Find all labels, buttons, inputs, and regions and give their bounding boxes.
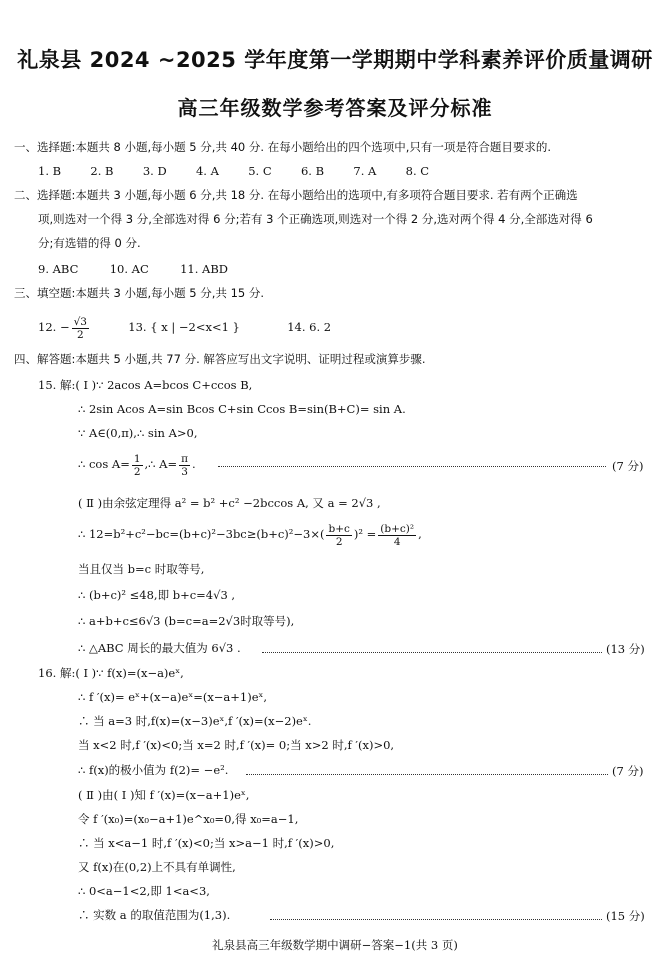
answer-9: 9. ABC — [38, 262, 79, 276]
q15-line-7: 当且仅当 b=c 时取等号, — [78, 562, 205, 576]
q15-l4-f2-den: 3 — [181, 465, 188, 478]
q15-l6-fraction-1 — [326, 523, 351, 548]
q15-line-8: ∴ (b+c)² ≤48,即 b+c=4√3 , — [78, 588, 236, 602]
section-2-answers — [38, 262, 228, 276]
q16-score-1: (7 分) — [612, 764, 644, 778]
answer-10: 10. AC — [109, 262, 149, 276]
section-2-heading: 二、选择题:本题共 3 小题,每小题 6 分,共 18 分. 在每小题给出的选项中,有多项符合题目要求. 若有两个正确选 — [14, 188, 578, 202]
q15-l4-fraction-2 — [179, 453, 190, 478]
q15-l4-fraction-1 — [132, 453, 143, 478]
answer-12-sign: − — [59, 320, 70, 334]
answer-1: 1. B — [38, 164, 62, 178]
q15-line-3: ∵ A∈(0,π),∴ sin A>0, — [78, 426, 198, 440]
answer-2: 2. B — [90, 164, 114, 178]
document-title: 礼泉县 2024 ~2025 学年度第一学期期中学科素养评价质量调研 — [17, 48, 653, 72]
q15-l6-part-c: , — [418, 527, 422, 541]
answer-6: 6. B — [300, 164, 325, 178]
q15-leader-2 — [262, 652, 602, 653]
q15-l6-f2-num: (b+c)² — [380, 522, 415, 535]
section-2-heading-cont2: 分;有选错的得 0 分. — [38, 236, 141, 250]
section-3-answers — [38, 312, 331, 342]
section-1-heading: 一、选择题:本题共 8 小题,每小题 5 分,共 40 分. 在每小题给出的四个选项中,只有一项是符合题目要求的. — [14, 140, 552, 154]
q15-line-2: ∴ 2sin Acos A=sin Bcos C+sin Ccos B=sin(B+C)= sin A. — [78, 402, 406, 416]
q15-l4-part-a: ∴ cos A= — [78, 457, 130, 471]
q15-l6-part-b: )² = — [353, 527, 377, 541]
q16-line-9: 又 f(x)在(0,2)上不具有单调性, — [78, 860, 236, 874]
document-subtitle: 高三年级数学参考答案及评分标准 — [177, 96, 493, 120]
q16-line-1: 16. 解:( Ⅰ )∵ f(x)=(x−a)eˣ, — [38, 666, 184, 680]
q15-score-2: (13 分) — [606, 642, 645, 656]
q16-line-2: ∴ f ′(x)= eˣ+(x−a)eˣ=(x−a+1)eˣ, — [78, 690, 268, 704]
q15-line-10: ∴ △ABC 周长的最大值为 6√3 . — [78, 641, 241, 655]
q16-line-6: ( Ⅱ )由( Ⅰ )知 f ′(x)=(x−a+1)eˣ, — [78, 788, 250, 802]
q15-l4-part-c: . — [192, 457, 196, 471]
q15-score-1: (7 分) — [612, 459, 644, 473]
q15-l6-f1-num: b+c — [328, 522, 350, 535]
answer-11: 11. ABD — [180, 262, 229, 276]
answer-12-fraction — [72, 316, 89, 341]
q15-line-9: ∴ a+b+c≤6√3 (b=c=a=2√3时取等号), — [78, 614, 295, 628]
q15-line-4 — [78, 450, 196, 478]
section-3-heading: 三、填空题:本题共 3 小题,每小题 5 分,共 15 分. — [14, 286, 265, 300]
answer-4: 4. A — [195, 164, 219, 178]
q15-l4-f2-num: π — [181, 452, 189, 465]
q16-score-2: (15 分) — [606, 909, 645, 923]
q15-l6-fraction-2 — [378, 523, 416, 548]
q15-line-5: ( Ⅱ )由余弦定理得 a² = b² +c² −2bccos A, 又 a = 2√3 , — [78, 496, 381, 510]
answer-7: 7. A — [353, 164, 377, 178]
q15-l6-part-a: ∴ 12=b²+c²−bc=(b+c)²−3bc≥(b+c)²−3×( — [78, 527, 325, 541]
section-2-heading-cont: 项,则选对一个得 3 分,全部选对得 6 分;若有 3 个正确选项,则选对一个得 2 分,选对两个得 4 分,全部选对得 6 — [38, 212, 593, 226]
section-1-answers — [38, 164, 429, 178]
q15-l6-f1-den: 2 — [335, 535, 343, 548]
q16-leader-1 — [246, 774, 608, 775]
q16-line-3: ∴ 当 a=3 时,f(x)=(x−3)eˣ,f ′(x)=(x−2)eˣ. — [78, 714, 312, 728]
q16-leader-2 — [270, 919, 602, 920]
answer-12-label: 12. — [38, 320, 57, 334]
q16-line-10: ∴ 0<a−1<2,即 1<a<3, — [78, 884, 210, 898]
q16-line-5: ∴ f(x)的极小值为 f(2)= −e². — [78, 763, 229, 777]
answer-5: 5. C — [248, 164, 272, 178]
q16-line-11: ∴ 实数 a 的取值范围为(1,3). — [78, 908, 231, 922]
q15-l4-part-b: ,∴ A= — [144, 457, 178, 471]
q16-line-7: 令 f ′(x₀)=(x₀−a+1)e^x₀=0,得 x₀=a−1, — [78, 812, 299, 826]
q15-line-1: 15. 解:( Ⅰ )∵ 2acos A=bcos C+ccos B, — [38, 378, 253, 392]
page-footer: 礼泉县高三年级数学期中调研−答案−1(共 3 页) — [212, 938, 458, 952]
answer-13: 13. { x | −2<x<1 } — [128, 320, 240, 334]
answer-8: 8. C — [405, 164, 430, 178]
q15-l6-f2-den: 4 — [393, 535, 401, 548]
section-4-heading: 四、解答题:本题共 5 小题,共 77 分. 解答应写出文字说明、证明过程或演算步骤. — [14, 352, 426, 366]
answer-14: 14. 6. 2 — [287, 320, 332, 334]
q15-leader-1 — [218, 466, 606, 467]
q15-l4-f1-den: 2 — [133, 465, 141, 478]
answer-12-numerator: √3 — [73, 315, 87, 328]
q16-line-8: ∴ 当 x<a−1 时,f ′(x)<0;当 x>a−1 时,f ′(x)>0, — [78, 836, 335, 850]
answer-3: 3. D — [142, 164, 167, 178]
q15-l4-f1-num: 1 — [133, 452, 141, 465]
answer-12-denominator: 2 — [76, 328, 84, 341]
q15-line-6 — [78, 518, 422, 550]
q16-line-4: 当 x<2 时,f ′(x)<0;当 x=2 时,f ′(x)= 0;当 x>2 时,f ′(x)>0, — [78, 738, 395, 752]
